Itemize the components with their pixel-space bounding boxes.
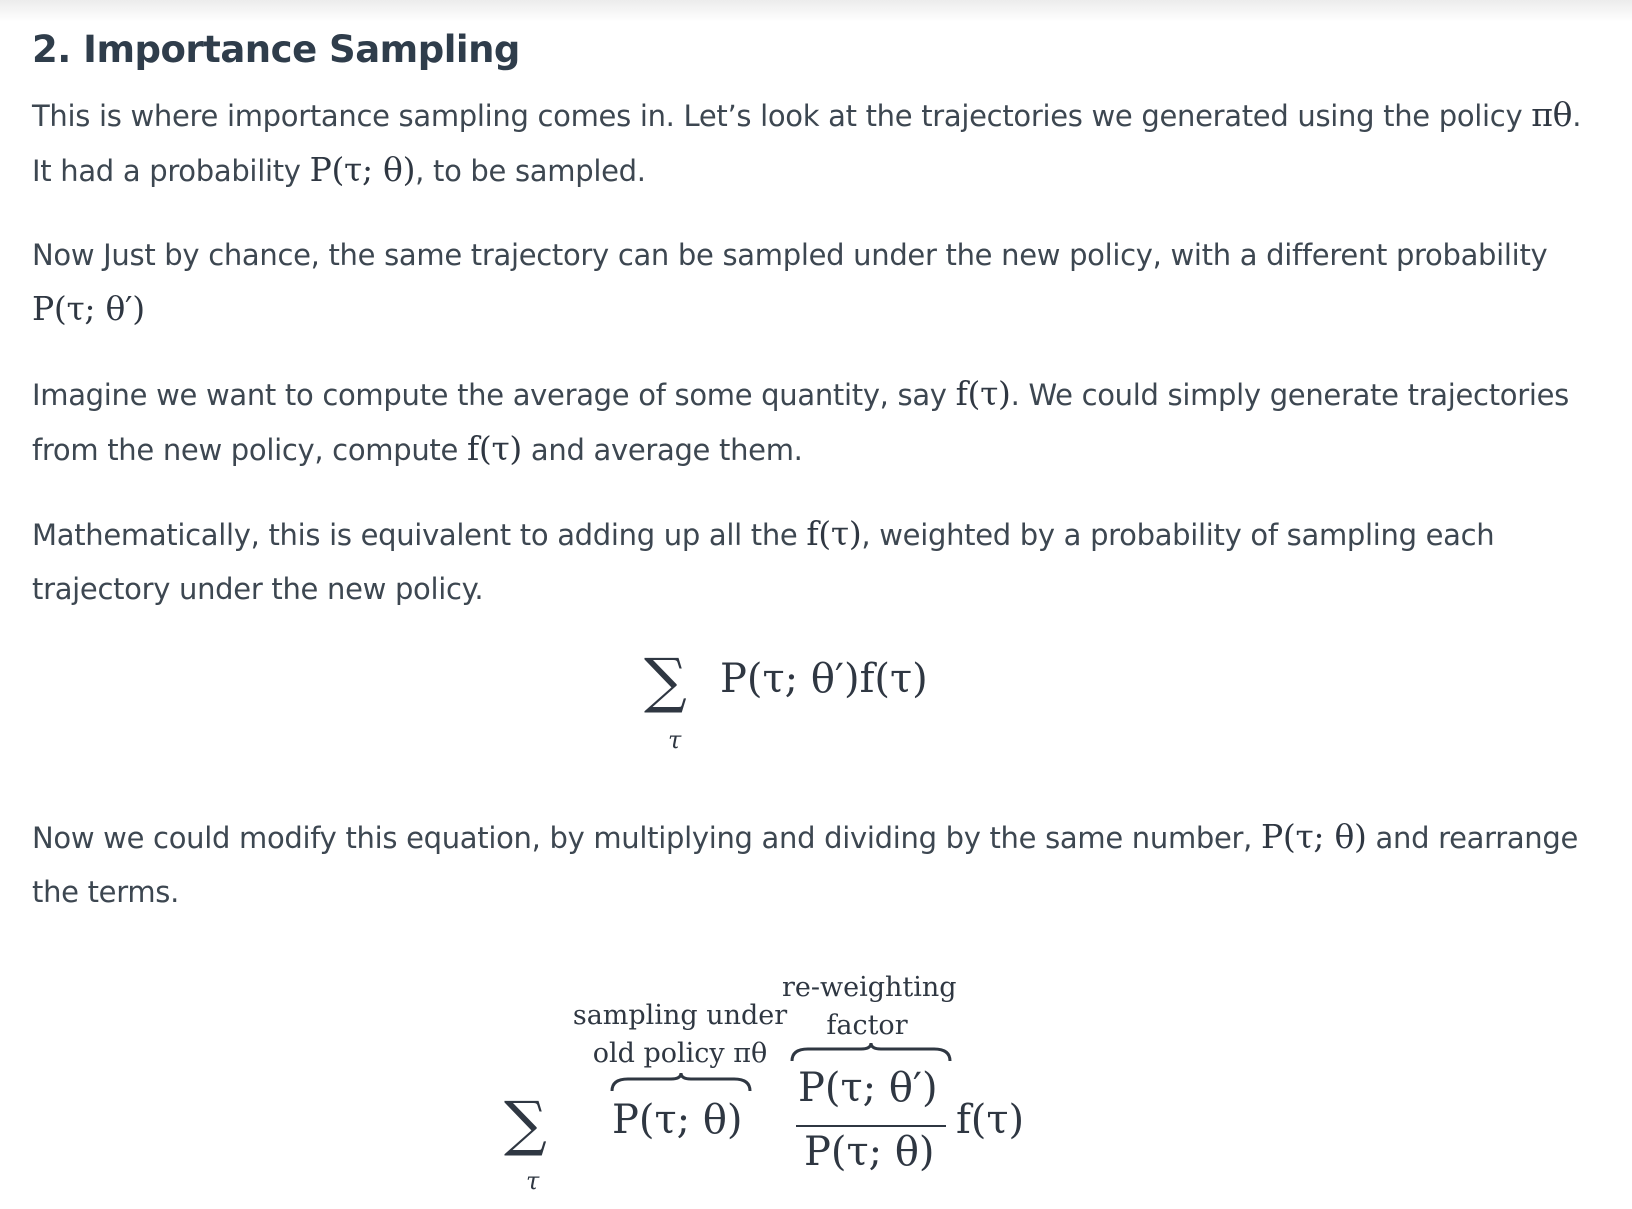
paragraph-2	[32, 228, 1602, 337]
paragraph-3-text-c: and average them.	[521, 433, 803, 467]
summation-symbol-2: ∑	[504, 1089, 547, 1159]
paragraph-5-text-a: Now we could modify this equation, by multiplying and dividing by the same number,	[32, 821, 1261, 855]
equation-weighted-sum	[32, 646, 1602, 786]
article-content	[32, 24, 1602, 1209]
label-sampling-line2: old policy πθ	[592, 1038, 768, 1069]
math-f-tau: f(τ)	[955, 374, 1011, 413]
math-prob-old-2: P(τ; θ)	[1261, 817, 1367, 856]
math-f-tau-3: f(τ)	[806, 514, 862, 553]
math-prob-old: P(τ; θ)	[309, 150, 416, 189]
overbrace-sampling	[610, 1071, 752, 1093]
paragraph-1-text-a: This is where importance sampling comes in. Let’s look at the trajectories we generated using the policy	[32, 99, 1523, 133]
paragraph-3-text-a: Imagine we want to compute the average of some quantity, say	[32, 378, 956, 412]
summation-symbol: ∑	[644, 646, 687, 716]
paragraph-4-text-a: Mathematically, this is equivalent to adding up all the	[32, 518, 807, 552]
fraction-bar	[796, 1125, 946, 1127]
paragraph-3	[32, 367, 1602, 477]
math-prob-new: P(τ; θ′)	[32, 289, 145, 328]
term-prob-old: P(τ; θ)	[612, 1097, 743, 1143]
paragraph-1-text-c: , to be sampled.	[415, 154, 646, 188]
label-sampling-old-policy	[572, 997, 788, 1073]
label-reweighting-line2: factor	[826, 1010, 908, 1041]
label-reweighting-factor	[782, 969, 957, 1045]
paragraph-1	[32, 88, 1602, 198]
paragraph-3-text-b: . We could simply generate trajectories from the new policy, compute	[32, 378, 1569, 467]
paragraph-1-text-b: . It had a probability	[32, 99, 1582, 188]
summation-subscript: τ	[668, 726, 682, 754]
paragraph-5	[32, 810, 1602, 919]
equation-importance-sampling	[32, 949, 1602, 1209]
equation-body: P(τ; θ′)f(τ)	[720, 656, 928, 702]
summation-subscript-2: τ	[526, 1167, 540, 1195]
top-shadow	[0, 0, 1632, 22]
term-f-tau: f(τ)	[956, 1097, 1025, 1143]
paragraph-5-text-b: and rearrange the terms.	[32, 821, 1579, 909]
label-reweighting-line1: re-weighting	[782, 972, 957, 1003]
label-sampling-line1: sampling under	[572, 1000, 788, 1031]
section-title: 2. Importance Sampling	[32, 28, 520, 71]
overbrace-reweighting	[790, 1041, 952, 1063]
math-f-tau-2: f(τ)	[466, 429, 522, 468]
math-policy-pi-theta: πθ	[1531, 95, 1573, 134]
paragraph-4-text-b: , weighted by a probability of sampling each trajectory under the new policy.	[32, 518, 1495, 606]
paragraph-2-text-a: Now Just by chance, the same trajectory can be sampled under the new policy, with a different probability	[32, 238, 1548, 272]
fraction-numerator: P(τ; θ′)	[798, 1065, 938, 1111]
paragraph-4	[32, 507, 1602, 616]
fraction-denominator: P(τ; θ)	[804, 1129, 935, 1175]
